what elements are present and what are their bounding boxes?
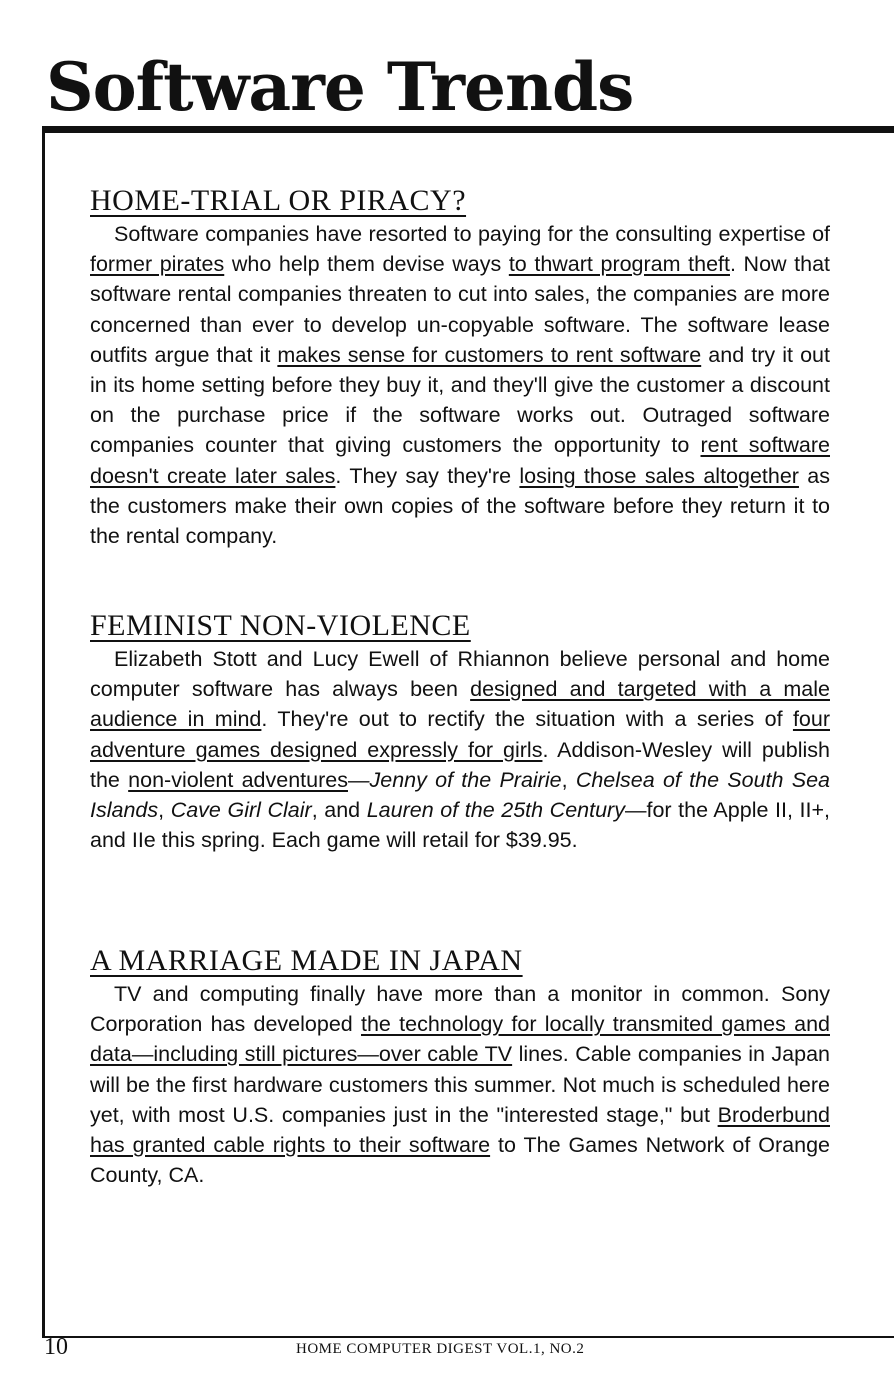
text-run: . Addison-Wesley will publish the [90, 737, 830, 792]
underlined-phrase: makes sense for customers to rent software [277, 342, 702, 367]
text-run: —for the Apple II, II+, and IIe this spring. Each game will retail for $39.95. [90, 798, 830, 853]
publication-footer: HOME COMPUTER DIGEST VOL.1, NO.2 [296, 1341, 585, 1357]
article-heading [90, 608, 830, 644]
text-run: to The Games Network of Orange County, CA. [90, 1133, 830, 1188]
underlined-phrase: rent software doesn't create later sales [90, 433, 830, 488]
page-number: 10 [44, 1334, 68, 1360]
text-run: as the customers make their own copies of the software before they return it to the rental company. [90, 463, 830, 549]
text-run: — [347, 767, 370, 792]
page-title: Software Trends [46, 48, 634, 126]
text-run: TV and computing finally have more than a monitor in common. Sony Corporation has developed [90, 982, 830, 1037]
text-run: , [561, 767, 576, 792]
underlined-phrase: former pirates [90, 252, 225, 277]
text-run: , and [311, 798, 367, 823]
text-run: lines. Cable companies in Japan will be the first hardware customers this summer. Not much is scheduled here yet, with most U.S. companies just in the "interested stage," but [90, 1042, 830, 1127]
text-run: . Now that software rental companies threaten to cut into sales, the companies are more concerned than ever to develop un-copyable software. The software lease outfits argue that it [90, 252, 831, 367]
text-run: . They say they're [335, 463, 520, 488]
underlined-phrase: four adventure games designed expressly for girls [90, 707, 830, 762]
game-title: Lauren of the 25th Century [366, 798, 625, 823]
article-home-trial-or-piracy [90, 183, 830, 551]
article-heading [90, 943, 830, 979]
article-feminist-non-violence [90, 608, 830, 855]
game-title: Chelsea of the South Sea Islands [90, 767, 830, 823]
underlined-phrase: to thwart program theft [508, 252, 730, 277]
article-heading-text: FEMINIST NON-VIOLENCE [90, 609, 471, 642]
article-body [90, 219, 830, 551]
game-title: Jenny of the Prairie [369, 767, 562, 792]
text-run: who help them devise ways [224, 252, 509, 277]
game-title: Cave Girl Clair [170, 798, 312, 823]
underlined-phrase: the technology for locally transmited games and data—including still pictures—over cable TV [90, 1012, 830, 1067]
article-heading-text: HOME-TRIAL OR PIRACY? [90, 184, 467, 217]
underlined-phrase: non-violent adventures [128, 767, 348, 792]
article-body [90, 979, 830, 1190]
text-run: , [158, 798, 171, 823]
article-heading-text: A MARRIAGE MADE IN JAPAN [90, 944, 523, 977]
text-run: Elizabeth Stott and Lucy Ewell of Rhiannon believe personal and home computer software has always been [90, 647, 830, 702]
text-run: . They're out to rectify the situation with a series of [261, 707, 793, 732]
article-body [90, 644, 830, 855]
underlined-phrase: losing those sales altogether [519, 463, 799, 488]
underlined-phrase: Broderbund has granted cable rights to their software [90, 1102, 830, 1158]
underlined-phrase: designed and targeted with a male audience in mind [90, 677, 830, 732]
article-a-marriage-made-in-japan [90, 943, 830, 1190]
article-heading [90, 183, 830, 219]
text-run: Software companies have resorted to paying for the consulting expertise of [114, 222, 830, 246]
text-run: and try it out in its home setting before they buy it, and they'll give the customer a discount on the purchase price if the software works out. Outraged software companies counter that giving customers the opportunity to [90, 342, 830, 458]
